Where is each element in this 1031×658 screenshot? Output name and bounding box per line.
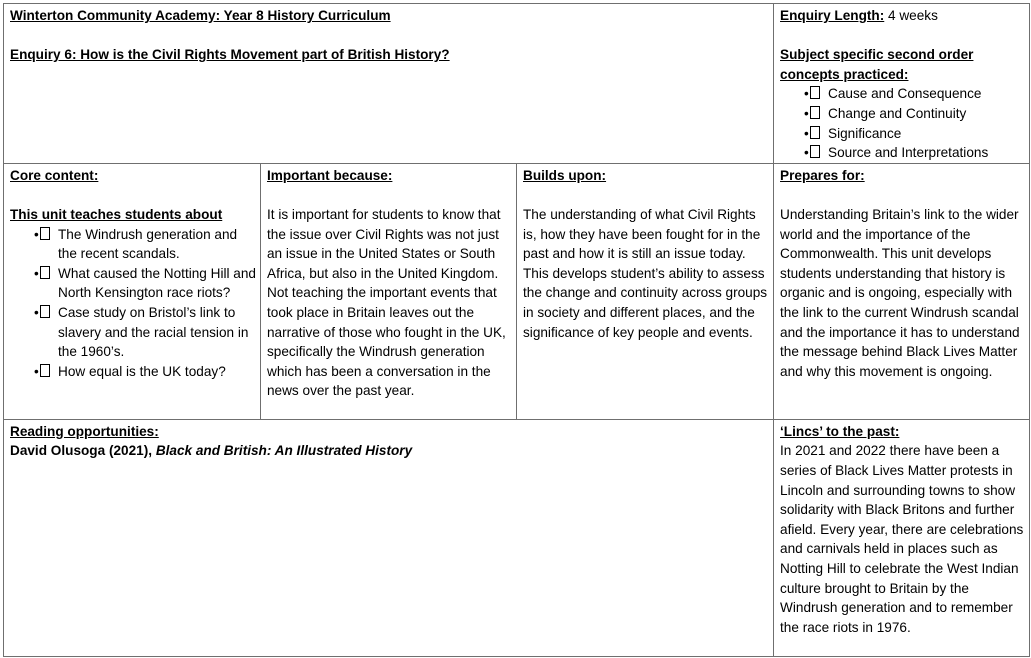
- bullet-icon: •: [804, 84, 820, 104]
- list-item: • Change and Continuity: [780, 104, 1025, 124]
- concepts-label: Subject specific second order concepts practiced:: [780, 47, 974, 82]
- core-heading: Core content:: [10, 167, 99, 183]
- lincs-text: In 2021 and 2022 there have been a series of Black Lives Matter protests in Lincoln and surrounding towns to show solidarity with Black Britons and further afield. Every year, there are celebrations and carnivals held in places such as Notting Hill to celebrate the West Indian culture brought to Britain by the Windrush generation and to remember the race riots in 1976.: [780, 443, 1024, 635]
- list-item: • How equal is the UK today?: [10, 362, 256, 382]
- important-cell: [261, 163, 517, 419]
- curriculum-table: [3, 3, 1030, 657]
- bullet-icon: •: [804, 124, 820, 144]
- important-heading: Important because:: [267, 167, 393, 183]
- bullet-icon: •: [34, 303, 50, 323]
- concepts-list: [780, 84, 1025, 162]
- list-item: • What caused the Notting Hill and North Kensington race riots?: [34, 265, 256, 301]
- bullet-icon: •: [34, 264, 50, 284]
- prepares-cell: [774, 163, 1030, 419]
- list-item: • Significance: [780, 124, 1025, 144]
- list-item: • Cause and Consequence: [780, 84, 1025, 104]
- enquiry-length-value: 4 weeks: [884, 8, 938, 23]
- bullet-icon: •: [804, 143, 820, 163]
- builds-cell: [517, 163, 774, 419]
- core-content-cell: [4, 163, 261, 419]
- school-title: Winterton Community Academy: Year 8 History Curriculum: [10, 8, 391, 23]
- list-item: • The Windrush generation and the recent scandals.: [34, 226, 238, 262]
- reading-cell: [4, 419, 774, 656]
- prepares-heading: Prepares for:: [780, 167, 865, 183]
- reading-author: David Olusoga (2021),: [10, 443, 156, 459]
- lincs-heading: ‘Lincs’ to the past:: [780, 423, 900, 439]
- lincs-cell: [774, 419, 1030, 656]
- core-list: [10, 225, 256, 382]
- list-item: • Source and Interpretations: [780, 143, 1025, 163]
- enquiry-title: Enquiry 6: How is the Civil Rights Movement part of British History?: [10, 47, 450, 63]
- bullet-icon: •: [34, 362, 50, 382]
- builds-heading: Builds upon:: [523, 167, 607, 183]
- core-subheading: This unit teaches students about: [10, 206, 223, 222]
- bullet-icon: •: [34, 225, 50, 245]
- title-cell: [4, 4, 774, 164]
- important-text: It is important for students to know that the issue over Civil Rights was not just an issue in the United States or South Africa, but also in the United Kingdom. Not teaching the important events that took place in Britain leaves out the narrative of those who fought in the UK, specifically the Windrush generation which has been a conversation in the news over the past year.: [267, 206, 506, 399]
- prepares-text: Understanding Britain’s link to the wider world and the importance of the Commonwealth. This unit develops students understanding that history is organic and is ongoing, especially with the link to the current Windrush scandal and the importance it has to understand the message behind Black Lives Matter and why this movement is ongoing.: [780, 206, 1020, 379]
- builds-text: The understanding of what Civil Rights is, how they have been fought for in the past and how it is still an issue today. This develops student’s ability to assess the change and continuity across groups in society and different places, and the significance of key people and events.: [523, 206, 768, 340]
- list-item: • Case study on Bristol’s link to slavery and the racial tension in the 1960’s.: [34, 304, 249, 360]
- reading-book-title: Black and British: An Illustrated History: [155, 443, 413, 459]
- enquiry-length-label: Enquiry Length:: [780, 8, 885, 23]
- enquiry-length: [780, 6, 1025, 26]
- bullet-icon: •: [804, 104, 820, 124]
- reading-heading: Reading opportunities:: [10, 423, 159, 439]
- reading-citation: [10, 441, 769, 461]
- enquiry-info-cell: [774, 4, 1030, 164]
